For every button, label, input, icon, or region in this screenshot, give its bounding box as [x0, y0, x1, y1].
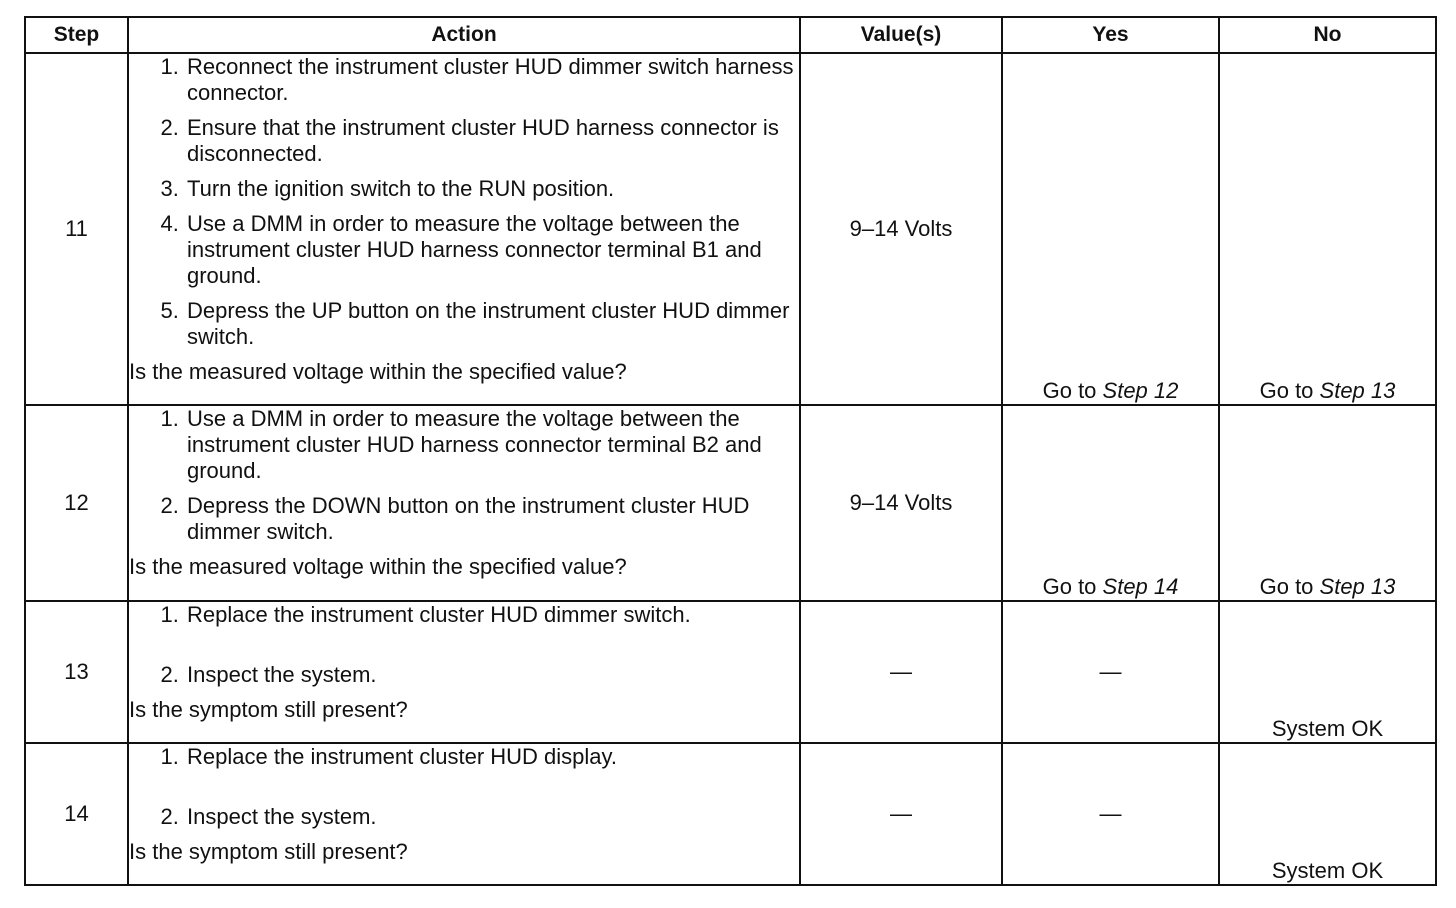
yes-step-link: Step 12	[1102, 378, 1179, 403]
action-question: Is the symptom still present?	[129, 697, 408, 722]
step-number: 14	[25, 743, 128, 885]
no-step-link: Step 13	[1319, 574, 1396, 599]
header-row	[25, 17, 1436, 53]
step-number: 12	[25, 405, 128, 601]
action-question: Is the symptom still present?	[129, 839, 408, 864]
value-cell: 9–14 Volts	[800, 405, 1002, 601]
yes-prefix: Go to	[1042, 378, 1103, 403]
yes-cell: —	[1002, 601, 1219, 743]
action-item: 5. Depress the UP button on the instrument cluster HUD dimmer switch.	[185, 298, 799, 350]
table-row-step-12	[25, 405, 1436, 601]
no-prefix: Go to	[1259, 378, 1320, 403]
action-item: 2. Ensure that the instrument cluster HUD harness connector is disconnected.	[185, 115, 799, 167]
yes-cell	[1002, 405, 1219, 601]
header-step: Step	[25, 17, 128, 53]
table-row-step-13	[25, 601, 1436, 743]
action-cell	[128, 53, 800, 405]
step-number: 11	[25, 53, 128, 405]
action-list	[129, 406, 799, 545]
step-number: 13	[25, 601, 128, 743]
action-list	[129, 602, 799, 688]
value-cell: —	[800, 601, 1002, 743]
no-prefix: Go to	[1259, 574, 1320, 599]
header-no: No	[1219, 17, 1436, 53]
value-cell: 9–14 Volts	[800, 53, 1002, 405]
yes-step-link: Step 14	[1102, 574, 1179, 599]
action-item: 1. Reconnect the instrument cluster HUD dimmer switch harness connector.	[185, 54, 799, 106]
action-item: 4. Use a DMM in order to measure the voltage between the instrument cluster HUD harness connector terminal B1 and ground.	[185, 211, 799, 289]
action-question: Is the measured voltage within the specified value?	[129, 359, 627, 384]
action-item: 3. Turn the ignition switch to the RUN position.	[185, 176, 799, 202]
diagnostic-table	[24, 16, 1437, 886]
action-cell	[128, 405, 800, 601]
table-row-step-14	[25, 743, 1436, 885]
table-row-step-11	[25, 53, 1436, 405]
action-item: 2. Inspect the system.	[185, 804, 799, 830]
action-item: 2. Depress the DOWN button on the instrument cluster HUD dimmer switch.	[185, 493, 799, 545]
yes-cell	[1002, 53, 1219, 405]
action-list	[129, 54, 799, 350]
action-list	[129, 744, 799, 830]
no-cell: System OK	[1219, 743, 1436, 885]
no-cell	[1219, 405, 1436, 601]
action-item: 1. Use a DMM in order to measure the voltage between the instrument cluster HUD harness connector terminal B2 and ground.	[185, 406, 799, 484]
yes-prefix: Go to	[1042, 574, 1103, 599]
action-question: Is the measured voltage within the specified value?	[129, 554, 627, 579]
action-item: 1. Replace the instrument cluster HUD display.	[185, 744, 799, 770]
action-cell	[128, 601, 800, 743]
header-action: Action	[128, 17, 800, 53]
no-step-link: Step 13	[1319, 378, 1396, 403]
header-yes: Yes	[1002, 17, 1219, 53]
no-cell	[1219, 53, 1436, 405]
action-cell	[128, 743, 800, 885]
yes-cell: —	[1002, 743, 1219, 885]
value-cell: —	[800, 743, 1002, 885]
header-values: Value(s)	[800, 17, 1002, 53]
action-item: 2. Inspect the system.	[185, 662, 799, 688]
no-cell: System OK	[1219, 601, 1436, 743]
action-item: 1. Replace the instrument cluster HUD dimmer switch.	[185, 602, 799, 628]
